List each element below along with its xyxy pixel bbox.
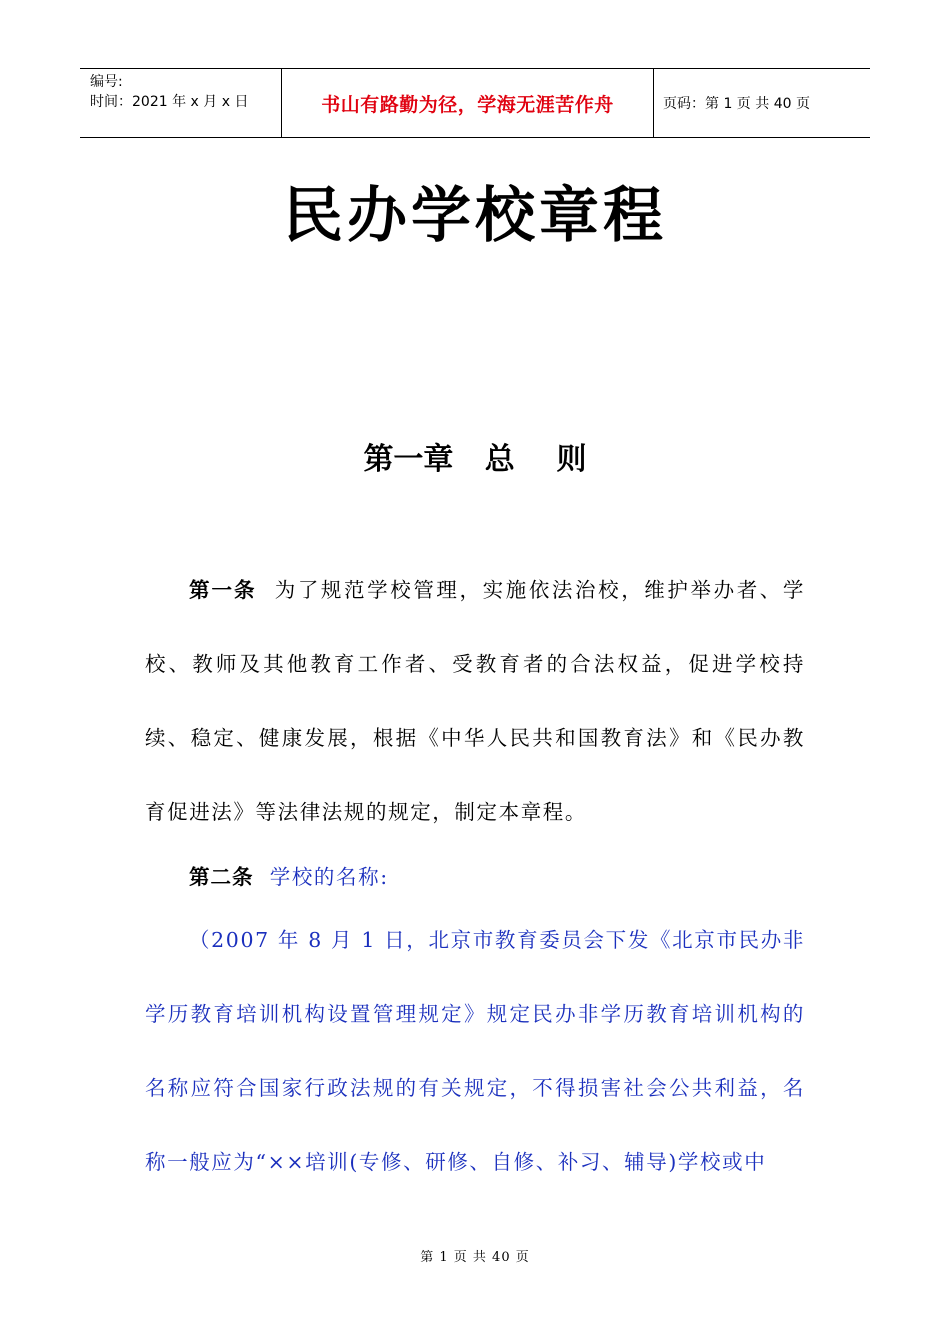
article-2-label: 第二条 — [189, 865, 254, 889]
page-footer: 第 1 页 共 40 页 — [420, 1250, 530, 1265]
number-label: 编号: — [90, 74, 123, 90]
article-2-text: 学校的名称: — [269, 865, 389, 889]
article-1-text: 为了规范学校管理，实施依法治校，维护举办者、学校、教师及其他教育工作者、受教育者的合法权益，促进学校持续、稳定、健康发展，根据《中华人民共和国教育法》和《民办教育促进法》等法律法规的规定，制定本章程。 — [145, 578, 805, 824]
chapter-heading: 第一章 总 则 — [363, 442, 587, 477]
article-1-label: 第一条 — [189, 578, 257, 602]
document-title: 民办学校章程 — [283, 181, 667, 251]
header-table — [80, 68, 870, 138]
article-1 — [145, 553, 805, 849]
date-label: 时间：2021 年 x 月 x 日 — [90, 94, 249, 110]
note-paragraph: （2007 年 8 月 1 日，北京市教育委员会下发《北京市民办非学历教育培训机构设置管理规定》规定民办非学历教育培训机构的名称应符合国家行政法规的有关规定，不得损害社会公共利益，名称一般应为“××培训(专修、研修、自修、补习、辅导)学校或中 — [145, 928, 805, 1174]
header-motto: 书山有路勤为径，学海无涯苦作舟 — [281, 69, 654, 137]
header-page-info: 页码：第 1 页 共 40 页 — [663, 96, 810, 112]
header-meta — [80, 69, 281, 137]
